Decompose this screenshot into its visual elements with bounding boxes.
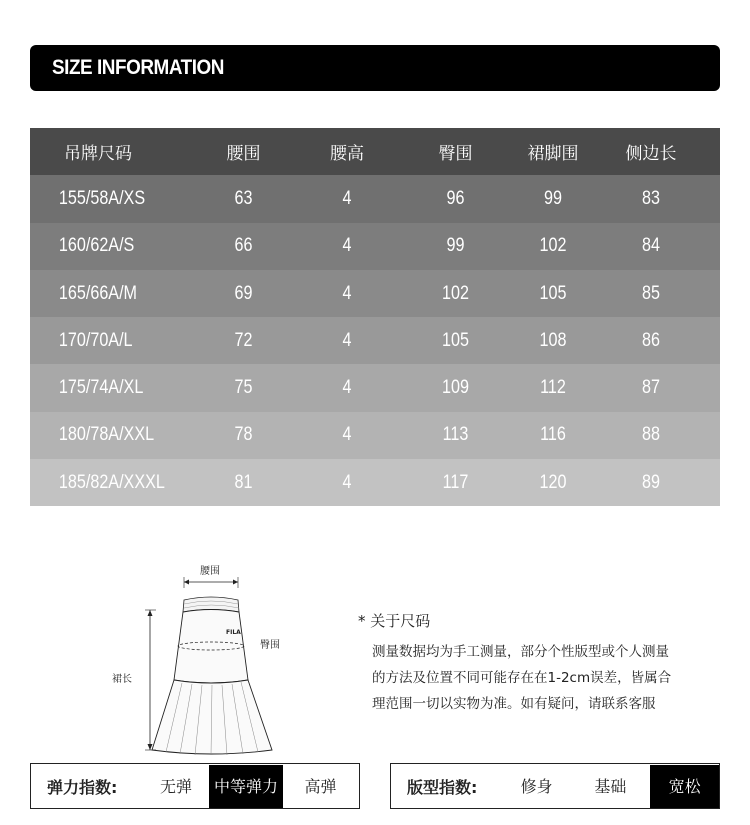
diagram-waist-label: 腰围 [200, 566, 220, 577]
size-cell: 185/82A/XXXL [58, 471, 165, 493]
diagram-logo: FILA [226, 629, 241, 636]
table-row [30, 412, 720, 459]
measure-cell: 117 [442, 471, 469, 493]
measure-cell: 85 [642, 282, 660, 304]
elasticity-index [30, 763, 360, 809]
header-tag-size: 吊牌尺码 [64, 144, 132, 165]
fit-label: 版型指数: [407, 777, 478, 797]
table-row [30, 317, 720, 364]
size-cell: 155/58A/XS [58, 187, 146, 209]
size-cell: 180/78A/XXL [58, 424, 155, 446]
size-note [358, 610, 718, 717]
table-row [30, 270, 720, 317]
table-row [30, 459, 720, 506]
measure-cell: 75 [234, 377, 253, 399]
measure-cell: 96 [446, 187, 465, 209]
table-row [30, 223, 720, 270]
fit-index [390, 763, 720, 809]
page-title: SIZE INFORMATION [52, 56, 224, 79]
measure-cell: 116 [540, 424, 566, 446]
measure-cell: 84 [642, 235, 660, 257]
measure-cell: 120 [539, 471, 567, 493]
measure-cell: 105 [442, 329, 469, 351]
header-waist: 腰围 [226, 144, 261, 165]
measure-cell: 113 [442, 424, 469, 446]
fit-option-regular: 基础 [594, 776, 627, 796]
elasticity-option-high: 高弹 [304, 776, 337, 796]
measure-cell: 87 [642, 377, 660, 399]
size-cell: 160/62A/S [58, 235, 135, 257]
note-title: * 关于尺码 [358, 612, 431, 630]
measure-cell: 99 [544, 187, 562, 209]
elasticity-label: 弹力指数: [47, 777, 118, 797]
measure-cell: 83 [642, 187, 660, 209]
elasticity-option-medium: 中等弹力 [209, 765, 283, 808]
fit-option-slim: 修身 [520, 776, 553, 796]
measure-cell: 4 [342, 377, 352, 399]
skirt-diagram [100, 560, 300, 760]
size-table [30, 128, 720, 506]
size-cell: 175/74A/XL [58, 377, 144, 399]
header-side-length: 侧边长 [625, 144, 677, 165]
elasticity-option-none: 无弹 [159, 776, 192, 796]
measure-cell: 63 [234, 187, 253, 209]
measure-cell: 4 [342, 187, 352, 209]
measure-cell: 102 [539, 235, 567, 257]
measure-cell: 69 [234, 282, 253, 304]
measure-cell: 72 [234, 329, 253, 351]
measure-cell: 88 [642, 424, 660, 446]
measure-cell: 112 [540, 377, 566, 399]
measure-cell: 109 [442, 377, 469, 399]
measure-cell: 4 [342, 329, 352, 351]
fit-option-loose: 宽松 [650, 765, 719, 808]
note-line: 测量数据均为手工测量，部分个性版型或个人测量 [372, 644, 669, 660]
measure-cell: 99 [446, 235, 465, 257]
table-row [30, 175, 720, 222]
table-row [30, 364, 720, 411]
measure-cell: 4 [342, 282, 352, 304]
measure-cell: 81 [234, 471, 253, 493]
header-waist-height: 腰高 [330, 144, 364, 165]
size-cell: 165/66A/M [58, 282, 138, 304]
diagram-hip-label: 臀围 [260, 640, 280, 651]
size-cell: 170/70A/L [58, 329, 133, 351]
measure-cell: 66 [234, 235, 253, 257]
header-hem: 裙脚围 [527, 144, 579, 165]
measure-cell: 78 [234, 424, 253, 446]
measure-cell: 4 [342, 235, 352, 257]
note-body [358, 639, 718, 717]
measure-cell: 108 [539, 329, 567, 351]
header-hip: 臀围 [438, 144, 473, 165]
title-bar [30, 45, 720, 91]
measure-cell: 4 [342, 424, 352, 446]
diagram-length-label: 裙长 [112, 674, 132, 685]
measure-cell: 86 [642, 329, 660, 351]
measure-cell: 105 [539, 282, 567, 304]
note-line: 的方法及位置不同可能存在在1-2cm误差，皆属合 [372, 670, 672, 686]
measure-cell: 4 [342, 471, 352, 493]
table-header-row [30, 128, 720, 175]
measure-cell: 102 [442, 282, 469, 304]
note-line: 理范围一切以实物为准。如有疑问，请联系客服 [372, 696, 656, 712]
measure-cell: 89 [642, 471, 660, 493]
